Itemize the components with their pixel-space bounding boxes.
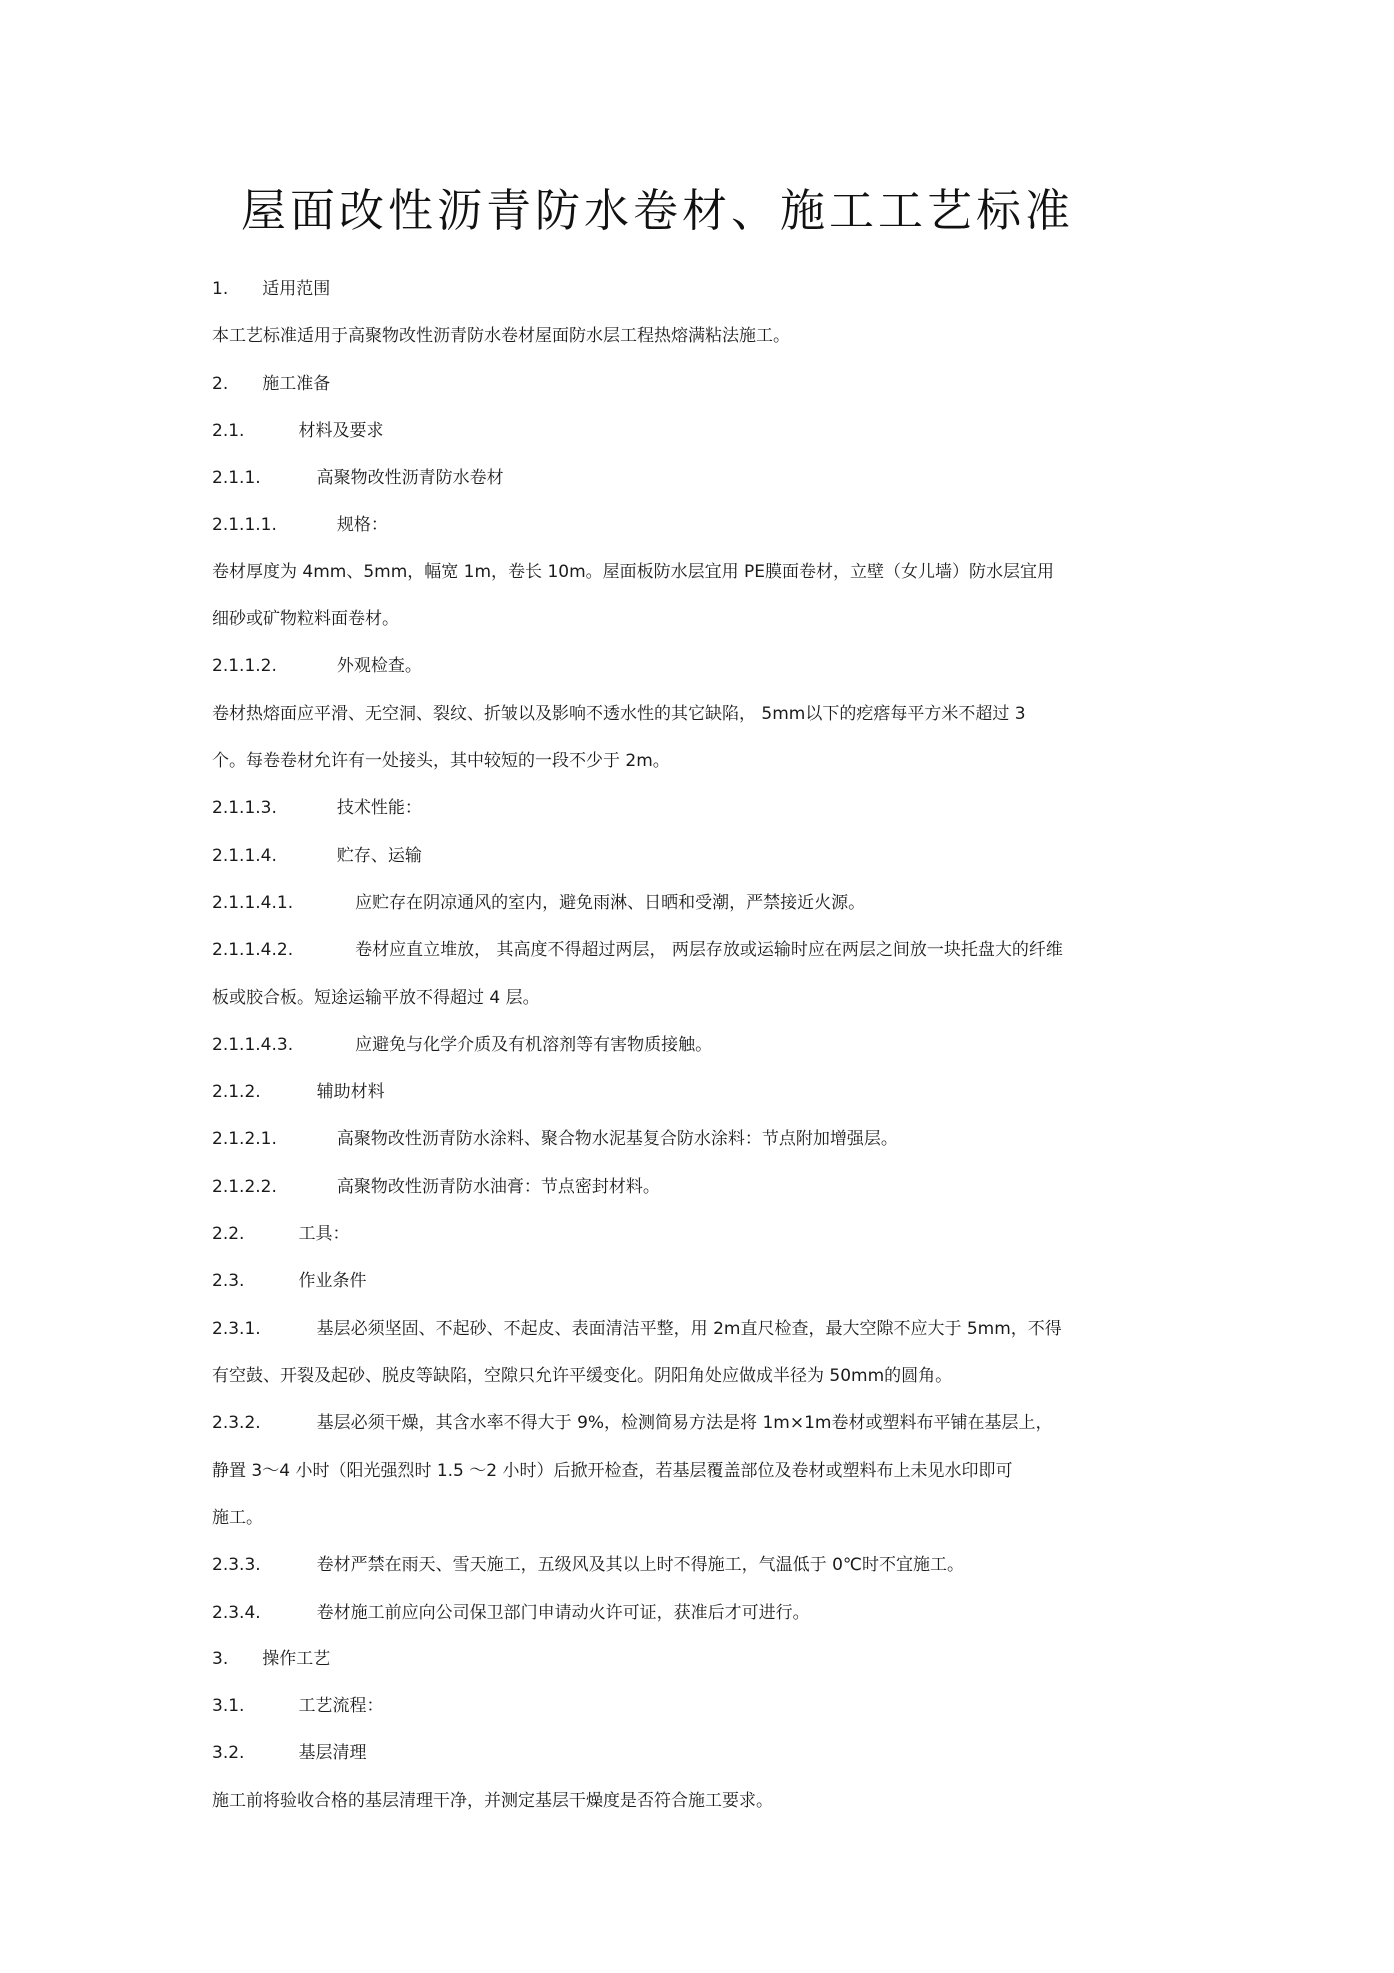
section-line (212, 1740, 366, 1766)
section-line (212, 1410, 1052, 1436)
section-heading-text: 作业条件 (298, 1271, 367, 1291)
paragraph-line (212, 559, 1054, 585)
section-line (212, 937, 1063, 963)
paragraph-line (212, 1458, 1013, 1484)
section-number: 1. (212, 279, 229, 299)
section-number: 2.1.1. (212, 468, 261, 488)
section-line (212, 512, 388, 538)
section-number: 2.1. (212, 421, 245, 441)
section-line (212, 1126, 898, 1152)
paragraph-text: 细砂或矿物粒料面卷材。 (212, 609, 399, 629)
paragraph-text: 卷材厚度为 4mm、5mm，幅宽 1m，卷长 10m。屋面板防水层宜用 PE膜面卷材，立壁（女儿墙）防水层宜用 (212, 562, 1055, 582)
section-heading-text: 高聚物改性沥青防水涂料、聚合物水泥基复合防水涂料：节点附加增强层。 (336, 1129, 898, 1149)
section-line (212, 465, 504, 491)
section-heading-text: 外观检查。 (336, 656, 422, 676)
section-number: 2.1.1.4.2. (212, 940, 294, 960)
paragraph-line (212, 1788, 773, 1814)
section-heading-text: 基层必须干燥，其含水率不得大于 9%，检测简易方法是将 1m×1m卷材或塑料布平铺在基层上， (316, 1413, 1053, 1433)
section-number: 3. (212, 1649, 229, 1669)
paragraph-text: 本工艺标准适用于高聚物改性沥青防水卷材屋面防水层工程热熔满粘法施工。 (212, 326, 790, 346)
paragraph-text: 卷材热熔面应平滑、无空洞、裂纹、折皱以及影响不透水性的其它缺陷， 5mm以下的疙瘩每平方米不超过 3 (212, 704, 1026, 724)
section-number: 2.1.2.2. (212, 1177, 277, 1197)
paragraph-line (212, 748, 670, 774)
section-number: 3.1. (212, 1696, 245, 1716)
section-line (212, 276, 330, 302)
section-heading-text: 应贮存在阴凉通风的室内，避免雨淋、日晒和受潮，严禁接近火源。 (355, 893, 866, 913)
section-line (212, 1600, 810, 1626)
section-number: 2.1.2. (212, 1082, 261, 1102)
section-heading-text: 工具： (298, 1224, 350, 1244)
section-line (212, 890, 865, 916)
section-heading-text: 施工准备 (262, 374, 331, 394)
section-number: 2.2. (212, 1224, 245, 1244)
section-number: 2.3.2. (212, 1413, 261, 1433)
section-number: 2.1.2.1. (212, 1129, 277, 1149)
section-line (212, 1221, 349, 1247)
section-heading-text: 基层清理 (298, 1743, 367, 1763)
section-heading-text: 贮存、运输 (336, 846, 422, 866)
section-line (212, 371, 330, 397)
section-heading-text: 技术性能： (336, 798, 422, 818)
section-number: 2.1.1.1. (212, 515, 277, 535)
section-number: 2.1.1.4.3. (212, 1035, 294, 1055)
section-number: 2. (212, 374, 229, 394)
section-number: 2.1.1.3. (212, 798, 277, 818)
paragraph-text: 静置 3～4 小时（阳光强烈时 1.5 ～2 小时）后掀开检查，若基层覆盖部位及卷材或塑料布上未见水印即可 (212, 1461, 1013, 1481)
section-number: 2.1.1.4. (212, 846, 277, 866)
section-number: 2.1.1.2. (212, 656, 277, 676)
section-line (212, 795, 422, 821)
section-line (212, 1268, 366, 1294)
section-number: 2.3. (212, 1271, 245, 1291)
paragraph-line (212, 701, 1026, 727)
section-heading-text: 工艺流程： (298, 1696, 384, 1716)
section-heading-text: 高聚物改性沥青防水卷材 (316, 468, 504, 488)
paragraph-text: 个。每卷卷材允许有一处接头，其中较短的一段不少于 2m。 (212, 751, 670, 771)
section-heading-text: 卷材应直立堆放， 其高度不得超过两层， 两层存放或运输时应在两层之间放一块托盘大的纤维 (355, 940, 1063, 960)
document-title: 屋面改性沥青防水卷材、施工工艺标准 (240, 184, 1074, 237)
section-line (212, 1079, 385, 1105)
section-heading-text: 卷材严禁在雨天、雪天施工，五级风及其以上时不得施工，气温低于 0℃时不宜施工。 (316, 1555, 964, 1575)
section-heading-text: 高聚物改性沥青防水油膏：节点密封材料。 (336, 1177, 660, 1197)
section-heading-text: 规格： (336, 515, 388, 535)
section-heading-text: 操作工艺 (262, 1649, 331, 1669)
section-heading-text: 基层必须坚固、不起砂、不起皮、表面清洁平整，用 2m直尺检查，最大空隙不应大于 5mm，不得 (316, 1319, 1062, 1339)
section-number: 2.3.4. (212, 1603, 261, 1623)
section-line (212, 843, 422, 869)
paragraph-text: 施工前将验收合格的基层清理干净，并测定基层干燥度是否符合施工要求。 (212, 1791, 773, 1811)
section-heading-text: 材料及要求 (298, 421, 384, 441)
paragraph-line (212, 1505, 263, 1531)
section-line (212, 1316, 1062, 1342)
section-heading-text: 卷材施工前应向公司保卫部门申请动火许可证，获准后才可进行。 (316, 1603, 810, 1623)
section-line (212, 653, 422, 679)
section-heading-text: 应避免与化学介质及有机溶剂等有害物质接触。 (355, 1035, 713, 1055)
section-number: 2.3.1. (212, 1319, 261, 1339)
section-line (212, 1032, 712, 1058)
paragraph-text: 施工。 (212, 1508, 263, 1528)
section-heading-text: 适用范围 (262, 279, 331, 299)
section-line (212, 1552, 964, 1578)
section-line (212, 1693, 383, 1719)
paragraph-line (212, 606, 399, 632)
paragraph-text: 有空鼓、开裂及起砂、脱皮等缺陷，空隙只允许平缓变化。阴阳角处应做成半径为 50mm的圆角。 (212, 1366, 953, 1386)
section-heading-text: 辅助材料 (316, 1082, 385, 1102)
section-number: 3.2. (212, 1743, 245, 1763)
section-line (212, 418, 383, 444)
paragraph-line (212, 1363, 952, 1389)
section-line (212, 1646, 330, 1672)
paragraph-text: 板或胶合板。短途运输平放不得超过 4 层。 (212, 988, 540, 1008)
section-number: 2.3.3. (212, 1555, 261, 1575)
paragraph-line (212, 323, 790, 349)
paragraph-line (212, 985, 540, 1011)
section-line (212, 1174, 660, 1200)
section-number: 2.1.1.4.1. (212, 893, 294, 913)
